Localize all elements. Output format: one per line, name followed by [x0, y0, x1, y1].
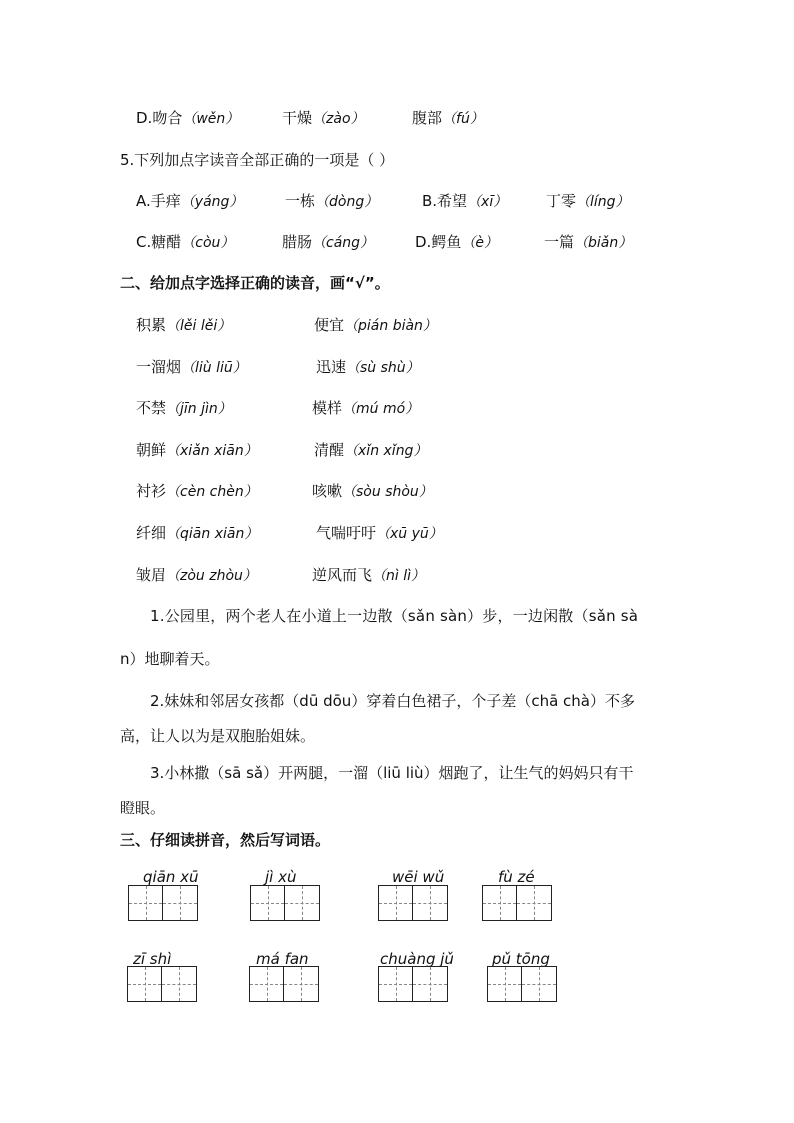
grid-cell[interactable] [517, 886, 551, 920]
word-item: 纤细（qiān xiān） [136, 524, 259, 542]
word-item: 清醒（xǐn xǐng） [314, 441, 428, 459]
pinyin-label: má fan [256, 950, 309, 968]
option-word: 丁零（líng） [546, 192, 630, 210]
option-word: 一篇（biǎn） [544, 233, 633, 251]
word-item: 不禁（jīn jìn） [136, 399, 232, 417]
pinyin-label: zī shì [133, 950, 172, 968]
pinyin-label: wēi wǔ [392, 868, 445, 886]
sentence-3-line-2: 瞪眼。 [120, 799, 166, 817]
word-item: 模样（mú mó） [312, 399, 420, 417]
grid-cell[interactable] [285, 886, 319, 920]
sentence-1-line-2: n）地聊着天。 [120, 650, 220, 668]
writing-grid[interactable] [482, 885, 552, 921]
writing-grid[interactable] [127, 966, 197, 1002]
option-word: 干燥（zào） [282, 109, 365, 127]
word-item: 气喘吁吁（xū yū） [316, 524, 443, 542]
grid-cell[interactable] [129, 886, 163, 920]
grid-cell[interactable] [284, 967, 318, 1001]
grid-cell[interactable] [413, 967, 447, 1001]
grid-cell[interactable] [163, 886, 197, 920]
option-a-word: A.手痒（yáng） [136, 192, 244, 210]
writing-grid[interactable] [487, 966, 557, 1002]
option-d-word: D.鳄鱼（è） [415, 233, 498, 251]
section-2-heading: 二、给加点字选择正确的读音，画“√”。 [120, 274, 390, 292]
word-item: 皱眉（zòu zhòu） [136, 566, 257, 584]
grid-cell[interactable] [488, 967, 522, 1001]
word-item: 积累（lěi lěi） [136, 316, 232, 334]
grid-cell[interactable] [162, 967, 196, 1001]
question-5-title: 5.下列加点字读音全部正确的一项是（ ） [120, 151, 395, 169]
writing-grid[interactable] [378, 966, 448, 1002]
option-word: 一栋（dòng） [285, 192, 379, 210]
grid-cell[interactable] [379, 886, 413, 920]
pinyin-label: chuàng jǔ [380, 950, 454, 968]
word-item: 朝鲜（xiǎn xiān） [136, 441, 258, 459]
sentence-2-line-2: 高，让人以为是双胞胎姐妹。 [120, 727, 316, 745]
word-item: 便宜（pián biàn） [314, 316, 437, 334]
pinyin-label: pǔ tōng [492, 950, 550, 968]
sentence-3-line-1: 3.小林撒（sā sǎ）开两腿，一溜（liū liù）烟跑了，让生气的妈妈只有干 [150, 764, 634, 782]
word-item: 衬衫（cèn chèn） [136, 482, 258, 500]
writing-grid[interactable] [250, 885, 320, 921]
pinyin-label: qiān xū [143, 868, 199, 886]
grid-cell[interactable] [251, 886, 285, 920]
grid-cell[interactable] [250, 967, 284, 1001]
option-word: 腊肠（cáng） [282, 233, 375, 251]
word-item: 一溜烟（liù liū） [136, 358, 247, 376]
pinyin-label: fù zé [498, 868, 535, 886]
word-item: 逆风而飞（nì lì） [312, 566, 426, 584]
sentence-1-line-1: 1.公园里，两个老人在小道上一边散（sǎn sàn）步，一边闲散（sǎn sà [150, 607, 639, 625]
word-item: 咳嗽（sòu shòu） [312, 482, 433, 500]
section-3-heading: 三、仔细读拼音，然后写词语。 [120, 831, 331, 849]
writing-grid[interactable] [378, 885, 448, 921]
grid-cell[interactable] [379, 967, 413, 1001]
writing-grid[interactable] [249, 966, 319, 1002]
option-word: 腹部（fú） [412, 109, 484, 127]
word-item: 迅速（sù shù） [316, 358, 420, 376]
option-d-word: D.吻合（wěn） [136, 109, 240, 127]
option-b-word: B.希望（xī） [422, 192, 508, 210]
option-c-word: C.糖醋（còu） [136, 233, 235, 251]
grid-cell[interactable] [413, 886, 447, 920]
pinyin-label: jì xù [265, 868, 297, 886]
writing-grid[interactable] [128, 885, 198, 921]
grid-cell[interactable] [483, 886, 517, 920]
sentence-2-line-1: 2.妹妹和邻居女孩都（dū dōu）穿着白色裙子，个子差（chā chà）不多 [150, 692, 635, 710]
grid-cell[interactable] [522, 967, 556, 1001]
grid-cell[interactable] [128, 967, 162, 1001]
